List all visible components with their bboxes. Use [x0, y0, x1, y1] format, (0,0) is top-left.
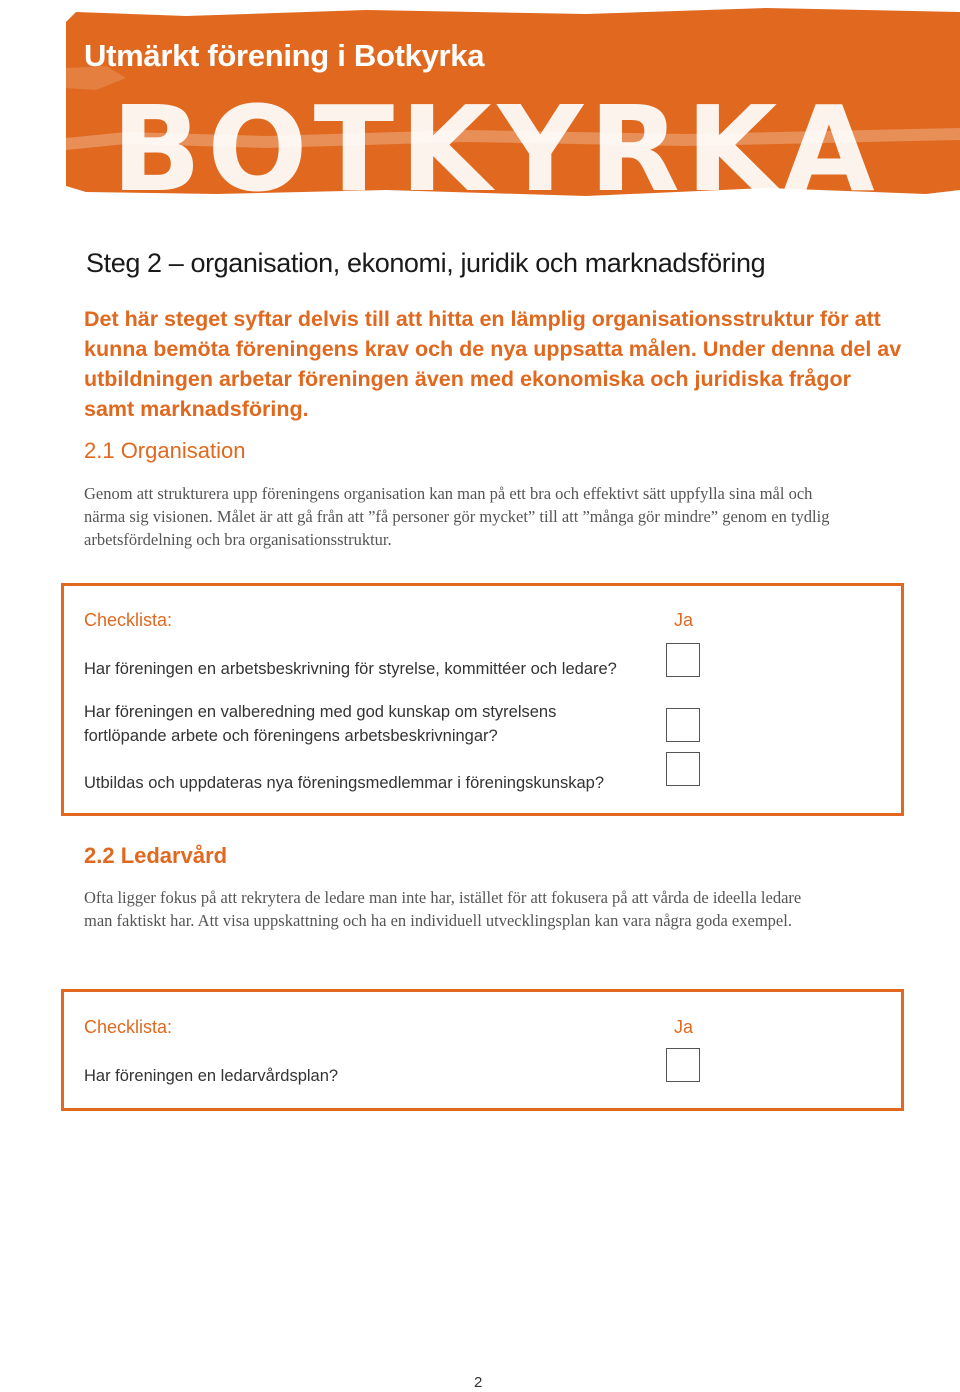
checklist-label: Checklista: [84, 610, 173, 630]
section-title-ledarvard: 2.2 Ledarvård [84, 843, 228, 868]
checklist-question: Utbildas och uppdateras nya föreningsmedlemmar i föreningskunskap? [84, 774, 605, 792]
banner-logo-text: BOTKYRKA [111, 80, 881, 198]
header-banner [66, 8, 960, 198]
checklist-question: Har föreningen en ledarvårdsplan? [84, 1067, 339, 1085]
banner-graphic [66, 8, 960, 198]
checklist-checkbox[interactable] [666, 1048, 700, 1082]
checklist-question: Har föreningen en valberedning med god kunskap om styrelsens fortlöpande arbete och föreningens arbetsbeskrivningar? [84, 703, 557, 745]
section-title-organisation: 2.1 Organisation [84, 438, 246, 463]
section-body-organisation: Genom att strukturera upp föreningens organisation kan man på ett bra och effektivt sätt uppfylla sina mål och närma sig visionen. Målet är att gå från att ”få personer gör mycket” till att ”många gör mindre” genom en tydlig arbetsfördelning och bra organisationsstruktur. [84, 484, 830, 549]
intro-text: Det här steget syftar delvis till att hitta en lämplig organisationsstruktur för att kunna bemöta föreningens krav och de nya uppsatta målen. Under denna del av utbildningen arbetar föreningen även med ekonomiska och juridiska frågor samt marknadsföring. [84, 307, 902, 421]
checklist-question: Har föreningen en arbetsbeskrivning för styrelse, kommittéer och ledare? [84, 660, 617, 678]
yes-column-label: Ja [674, 610, 694, 630]
checklist-checkbox[interactable] [666, 708, 700, 742]
checklist-box-ledarvard [61, 989, 904, 1111]
checklist-checkbox[interactable] [666, 752, 700, 786]
banner-title: Utmärkt förening i Botkyrka [84, 38, 485, 73]
page-title: Steg 2 – organisation, ekonomi, juridik och marknadsföring [86, 248, 766, 278]
section-body-ledarvard: Ofta ligger fokus på att rekrytera de ledare man inte har, istället för att fokusera på att vårda de ideella ledare man faktiskt har. Att visa uppskattning och ha en individuell utvecklingsplan kan vara några goda exempel. [84, 888, 802, 930]
yes-column-label: Ja [674, 1017, 694, 1037]
checklist-label: Checklista: [84, 1017, 173, 1037]
checklist-box-organisation [61, 583, 904, 816]
checklist-checkbox[interactable] [666, 643, 700, 677]
page-number: 2 [474, 1374, 483, 1391]
